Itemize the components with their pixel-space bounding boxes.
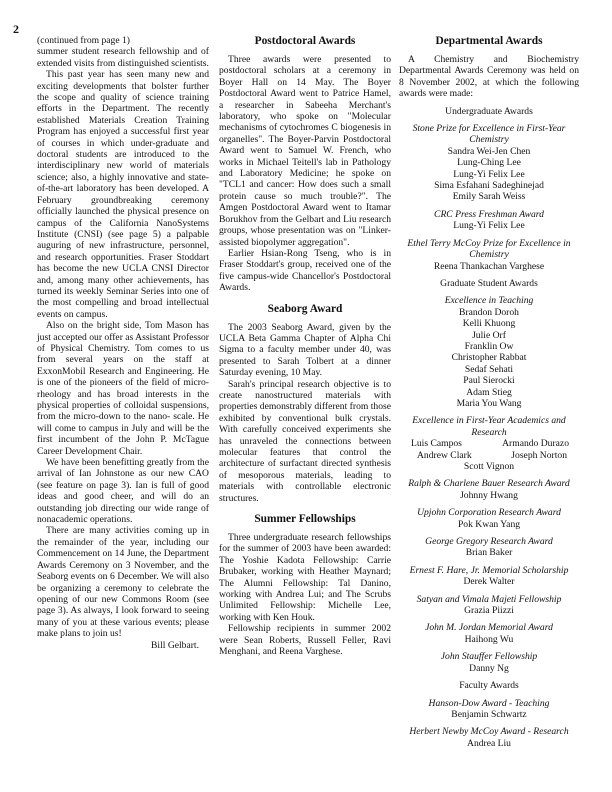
letter-signature: Bill Gelbart. <box>151 639 199 651</box>
award-name: Satyan and Vimala Majeti Fellowship <box>416 593 562 605</box>
award-name: CRC Press Freshman Award <box>434 208 544 220</box>
recipient: Sima Esfahani Sadeghinejad <box>434 180 544 192</box>
recipient: Joseph Norton <box>511 449 567 461</box>
recipient: Benjamin Schwartz <box>451 708 527 720</box>
recipient: Kelli Khuong <box>462 318 516 330</box>
faculty-heading: Faculty Awards <box>459 680 519 692</box>
departmental-intro: A Chemistry and Biochemistry Departmental Awards Ceremony was held on 8 November 2002, at which the following awards were made: <box>399 54 579 100</box>
column-president-letter <box>37 35 209 651</box>
recipient: Danny Ng <box>469 662 509 674</box>
seaborg-paragraph: The 2003 Seaborg Award, given by the UCLA Beta Gamma Chapter of Alpha Chi Sigma to a faculty member under 40, was presented to Sarah Tolbert at a dinner Saturday evening, 10 May. <box>219 321 391 379</box>
recipient: Johnny Hwang <box>460 489 518 501</box>
recipient: Andrea Liu <box>467 737 511 749</box>
award-name: Stone Prize for Excellence in First-Year Chemistry <box>412 123 566 146</box>
award-name: John M. Jordan Memorial Award <box>425 622 553 634</box>
recipient: Paul Sierocki <box>463 375 515 387</box>
recipient: Luis Campos <box>411 438 462 450</box>
award-name: Upjohn Corporation Research Award <box>417 507 561 519</box>
award-name: Excellence in Teaching <box>444 295 534 307</box>
recipient: Julie Orf <box>472 329 506 341</box>
seaborg-paragraph: Sarah's principal research objective is to create nanostructured materials with properties demonstrably different from those exhibited by conventional bulk crystals. With carefully conceived experiments she has unraveled the connections between molecular features that control the architecture of surfactant directed synthesis of mesoporous materials, leading to materials with controllable electronic structures. <box>219 378 391 504</box>
fellowship-paragraph: Fellowship recipients in summer 2002 were Sean Roberts, Russell Feller, Ravi Menghani, and Reena Varghese. <box>219 623 391 658</box>
recipient: Brian Baker <box>465 547 513 559</box>
letter-paragraph: There are many activities coming up in the remainder of the year, including our Commencement on 14 June, the Department Awards Ceremony on 3 November, and the Seaborg events on 6 December. We will also be organizing a ceremony to celebrate the opening of our new Commons Room (see page 3). As always, I look forward to seeing many of you at these various events; please make plans to join us! <box>37 525 209 640</box>
recipient: Grazia Piizzi <box>464 605 514 617</box>
postdoc-paragraph: Earlier Hsian-Rong Tseng, who is in Fraser Stoddart's group, received one of the five campus-wide Chancellor's Postdoctoral Awards. <box>219 247 391 294</box>
recipient: Haihong Wu <box>464 633 514 645</box>
recipient: Franklin Ow <box>464 340 514 352</box>
recipient: Andrew Clark <box>417 449 472 461</box>
recipient: Lung-Yi Felix Lee <box>453 168 525 180</box>
seaborg-heading: Seaborg Award <box>267 302 343 315</box>
award-name: Excellence in First-Year Academics and Research <box>412 415 566 438</box>
letter-paragraph: Also on the bright side, Tom Mason has just accepted our offer as Assistant Professor of Physical Chemistry. Tom comes to us from several years on the staff at ExxonMobil Research and Engineering. He is one of the pioneers of the field of micro-rheology and has broad interests in the physical properties of colloidal suspensions, from the micro-down to the nano- scale. He will come to campus in July and will be the first incumbent of the John P. McTague Career Development Chair. <box>37 320 209 457</box>
page-number: 2 <box>13 22 19 36</box>
recipient: Lung-Yi Felix Lee <box>453 220 525 232</box>
postdoc-heading: Postdoctoral Awards <box>254 35 356 47</box>
recipient: Sandra Wei-Jen Chen <box>447 145 531 157</box>
award-name: Hanson-Dow Award - Teaching <box>428 697 550 709</box>
award-name: Herbert Newby McCoy Award - Research <box>409 726 569 738</box>
award-name: John Stauffer Fellowship <box>440 651 538 663</box>
award-name: Ralph & Charlene Bauer Research Award <box>408 478 570 490</box>
award-name: George Gregory Research Award <box>425 536 553 548</box>
recipient: Lung-Ching Lee <box>457 157 521 169</box>
postdoc-paragraph: Three awards were presented to postdoctoral scholars at a ceremony in Boyer Hall on 14 May. The Boyer Postdoctoral Award went to Patrice Hamel, a researcher in Sabeeha Merchant's laboratory, who spoke on "Molecular mechanisms of cytochromes C biogenesis in organelles". The Boyer-Parvin Postdoctoral Award went to Samuel W. French, who works in Michael Teitell's lab in Pathology and Laboratory Medicine; he spoke on "TCL1 and cancer: How does such a small protein cause so much trouble?". The Amgen Postdoctoral Award went to Itamar Borukhov from the Gelbart and Liu research groups, whose presentation was on "Linker-assisted biopolymer aggregation". <box>219 54 391 248</box>
award-name: Ethel Terry McCoy Prize for Excellence in Chemistry <box>407 237 571 261</box>
recipient: Christopher Rabbat <box>451 352 527 364</box>
undergrad-heading: Undergraduate Awards <box>445 105 533 117</box>
recipient: Maria You Wang <box>456 397 522 409</box>
recipient-pair <box>399 438 579 449</box>
continued-note: (continued from page 1) <box>37 35 130 46</box>
recipient: Adam Stieg <box>466 386 512 398</box>
awards-list <box>399 106 579 750</box>
letter-paragraph: This past year has seen many new and exciting developments that bolster further the scope and quality of science training efforts in the Department. The recently established Materials Creation Training Program has enjoyed a successful first year of courses in which under-graduate and doctoral students are introduced to the interdisciplinary new world of materials science; also, a highly innovative and state-of-the-art laboratory has been developed. A February groundbreaking ceremony officially launched the physical presence on campus of the California NanoSystems Institute (CNSI) (see page 5) a palpable auguring of new infrastructure, personnel, and research opportunities. Fraser Stoddart has become the new UCLA CNSI Director and, among many other achievements, has turned its weekly Seminar Series into one of the most compelling and broad intellectual events on campus. <box>37 69 209 320</box>
grad-heading: Graduate Student Awards <box>440 277 538 289</box>
recipient: Emily Sarah Weiss <box>452 191 526 203</box>
recipient: Reena Thankachan Varghese <box>433 260 545 272</box>
column-awards-news <box>219 35 391 658</box>
column-departmental-awards <box>399 35 579 749</box>
fellowship-heading: Summer Fellowships <box>254 513 356 526</box>
letter-paragraph: summer student research fellowship and of extended visits from distinguished scientists. <box>37 46 209 69</box>
recipient: Scott Vignon <box>463 461 515 472</box>
departmental-heading: Departmental Awards <box>435 35 543 47</box>
recipient: Pok Kwan Yang <box>457 518 521 530</box>
recipient: Brandon Doroh <box>459 306 519 318</box>
recipient: Derek Walter <box>463 576 515 588</box>
award-name: Ernest F. Hare, Jr. Memorial Scholarship <box>409 564 569 576</box>
recipient-pair <box>399 450 579 461</box>
recipient: Sedaf Sehati <box>464 363 514 375</box>
fellowship-paragraph: Three undergraduate research fellowships for the summer of 2003 have been awarded: The Yoshie Kadota Fellowship: Carrie Brubaker, working with Heather Maynard; The Alumni Fellowship: Tal Danino, working with Andrea Lui; and The Scrubs Unlimited Fellowship: Michelle Lee, working with Ken Houk. <box>219 532 391 623</box>
letter-paragraph: We have been benefitting greatly from the arrival of Ian Johnstone as our new CAO (see feature on page 3). Ian is full of good ideas and good cheer, and will do an outstanding job directing our wide range of nonacademic operations. <box>37 457 209 526</box>
recipient: Armando Durazo <box>502 438 569 450</box>
